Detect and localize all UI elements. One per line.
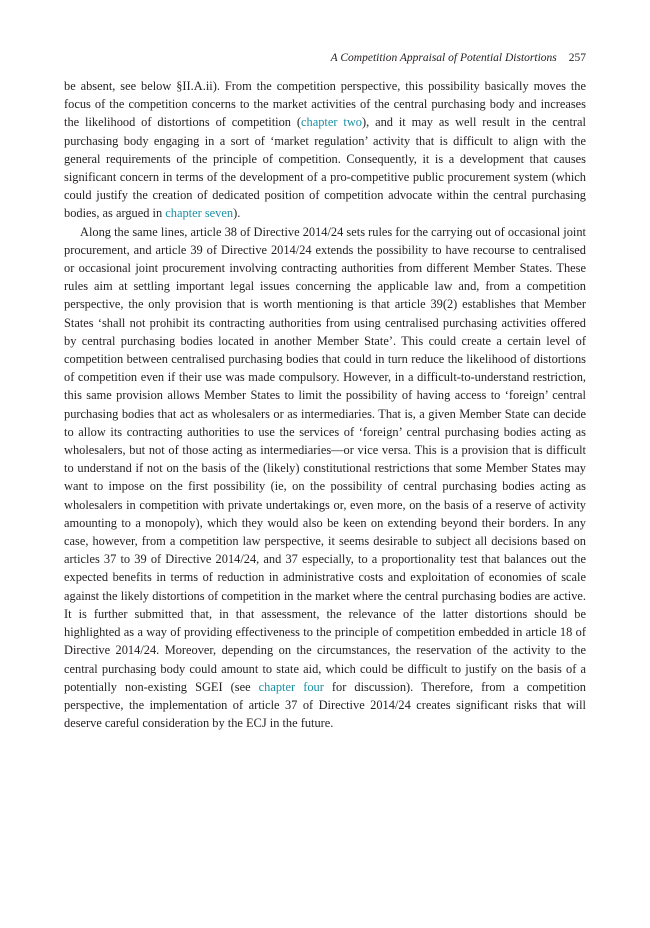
running-title: A Competition Appraisal of Potential Distortions <box>330 52 557 64</box>
text-run: for discussion). Therefore, from a competition perspective, the implementation of article 37 of Directive 2014/24 creates significant risks that will deserve careful consideration by the ECJ in the future. <box>64 679 587 731</box>
text-run: be absent, see below §II.A.ii). From the competition perspective, this possibility basically moves the focus of the competition concerns to the market activities of the central purchasing body and increases the likelihood of distortions of competition ( <box>64 79 586 130</box>
paragraph <box>64 77 586 223</box>
body-text <box>64 77 586 732</box>
paragraph <box>64 223 586 733</box>
cross-reference-link[interactable]: chapter seven <box>165 206 234 221</box>
running-header <box>64 50 586 66</box>
text-run: ). <box>233 206 241 221</box>
text-run: ), and it may as well result in the central purchasing body engaging in a sort of ‘market regulation’ activity that is difficult to align with the general requirements of the principle of competition. Consequently, it is a development that causes significant concern in terms of the development of a pro-competitive public procurement system (which could justify the creation of dedicated position of competition advocate within the central purchasing bodies, as argued in <box>64 115 586 221</box>
cross-reference-link[interactable]: chapter four <box>258 679 324 694</box>
text-run: Along the same lines, article 38 of Directive 2014/24 sets rules for the carrying out of occasional joint procurement, and article 39 of Directive 2014/24 extends the possibility to have recourse to centralised or occasional joint procurement involving contracting authorities from different Member States. These rules aim at settling important legal issues concerning the applicable law and, from a competition perspective, the only provision that is worth mentioning is that article 39(2) establishes that Member States ‘shall not prohibit its contracting authorities from using centralised purchasing activities offered by central purchasing bodies located in another Member State’. This could create a certain level of competition between centralised purchasing bodies that could in turn reduce the likelihood of distortions of competition even if their use was made compulsory. However, in a difficult-to-understand restriction, this same provision allows Member States to limit the possibility of having access to ‘foreign’ central purchasing bodies that act as wholesalers or as intermediaries. That is, a given Member State can decide to allow its contracting authorities to use the services of ‘foreign’ central purchasing bodies acting as wholesalers, but not of those acting as intermediaries—or vice versa. This is a provision that is difficult to understand if not on the basis of the (likely) constitutional restrictions that some Member States may want to impose on the first possibility (ie, on the possibility of central purchasing bodies acting as wholesalers in competition with private undertakings or, even more, on the basis of a reserve of activity amounting to a monopoly), which they would also be keen on extending beyond their borders. In any case, however, from a competition law perspective, it seems desirable to subject all decisions based on articles 37 to 39 of Directive 2014/24, and 37 especially, to a proportionality test that balances out the expected benefits in terms of reduction in administrative costs and exploitation of economies of scale against the likely distortions of competition in the market where the central purchasing bodies are active. It is further submitted that, in that assessment, the relevance of the latter distortions should be highlighted as a way of providing effectiveness to the principle of competition embedded in article 18 of Directive 2014/24. Moreover, depending on the circumstances, the reservation of the activity to the central purchasing body could amount to state aid, which could be difficult to justify on the basis of a potentially non-existing SGEI (see <box>64 224 586 694</box>
page-number: 257 <box>568 52 586 64</box>
cross-reference-link[interactable]: chapter two <box>301 115 362 130</box>
